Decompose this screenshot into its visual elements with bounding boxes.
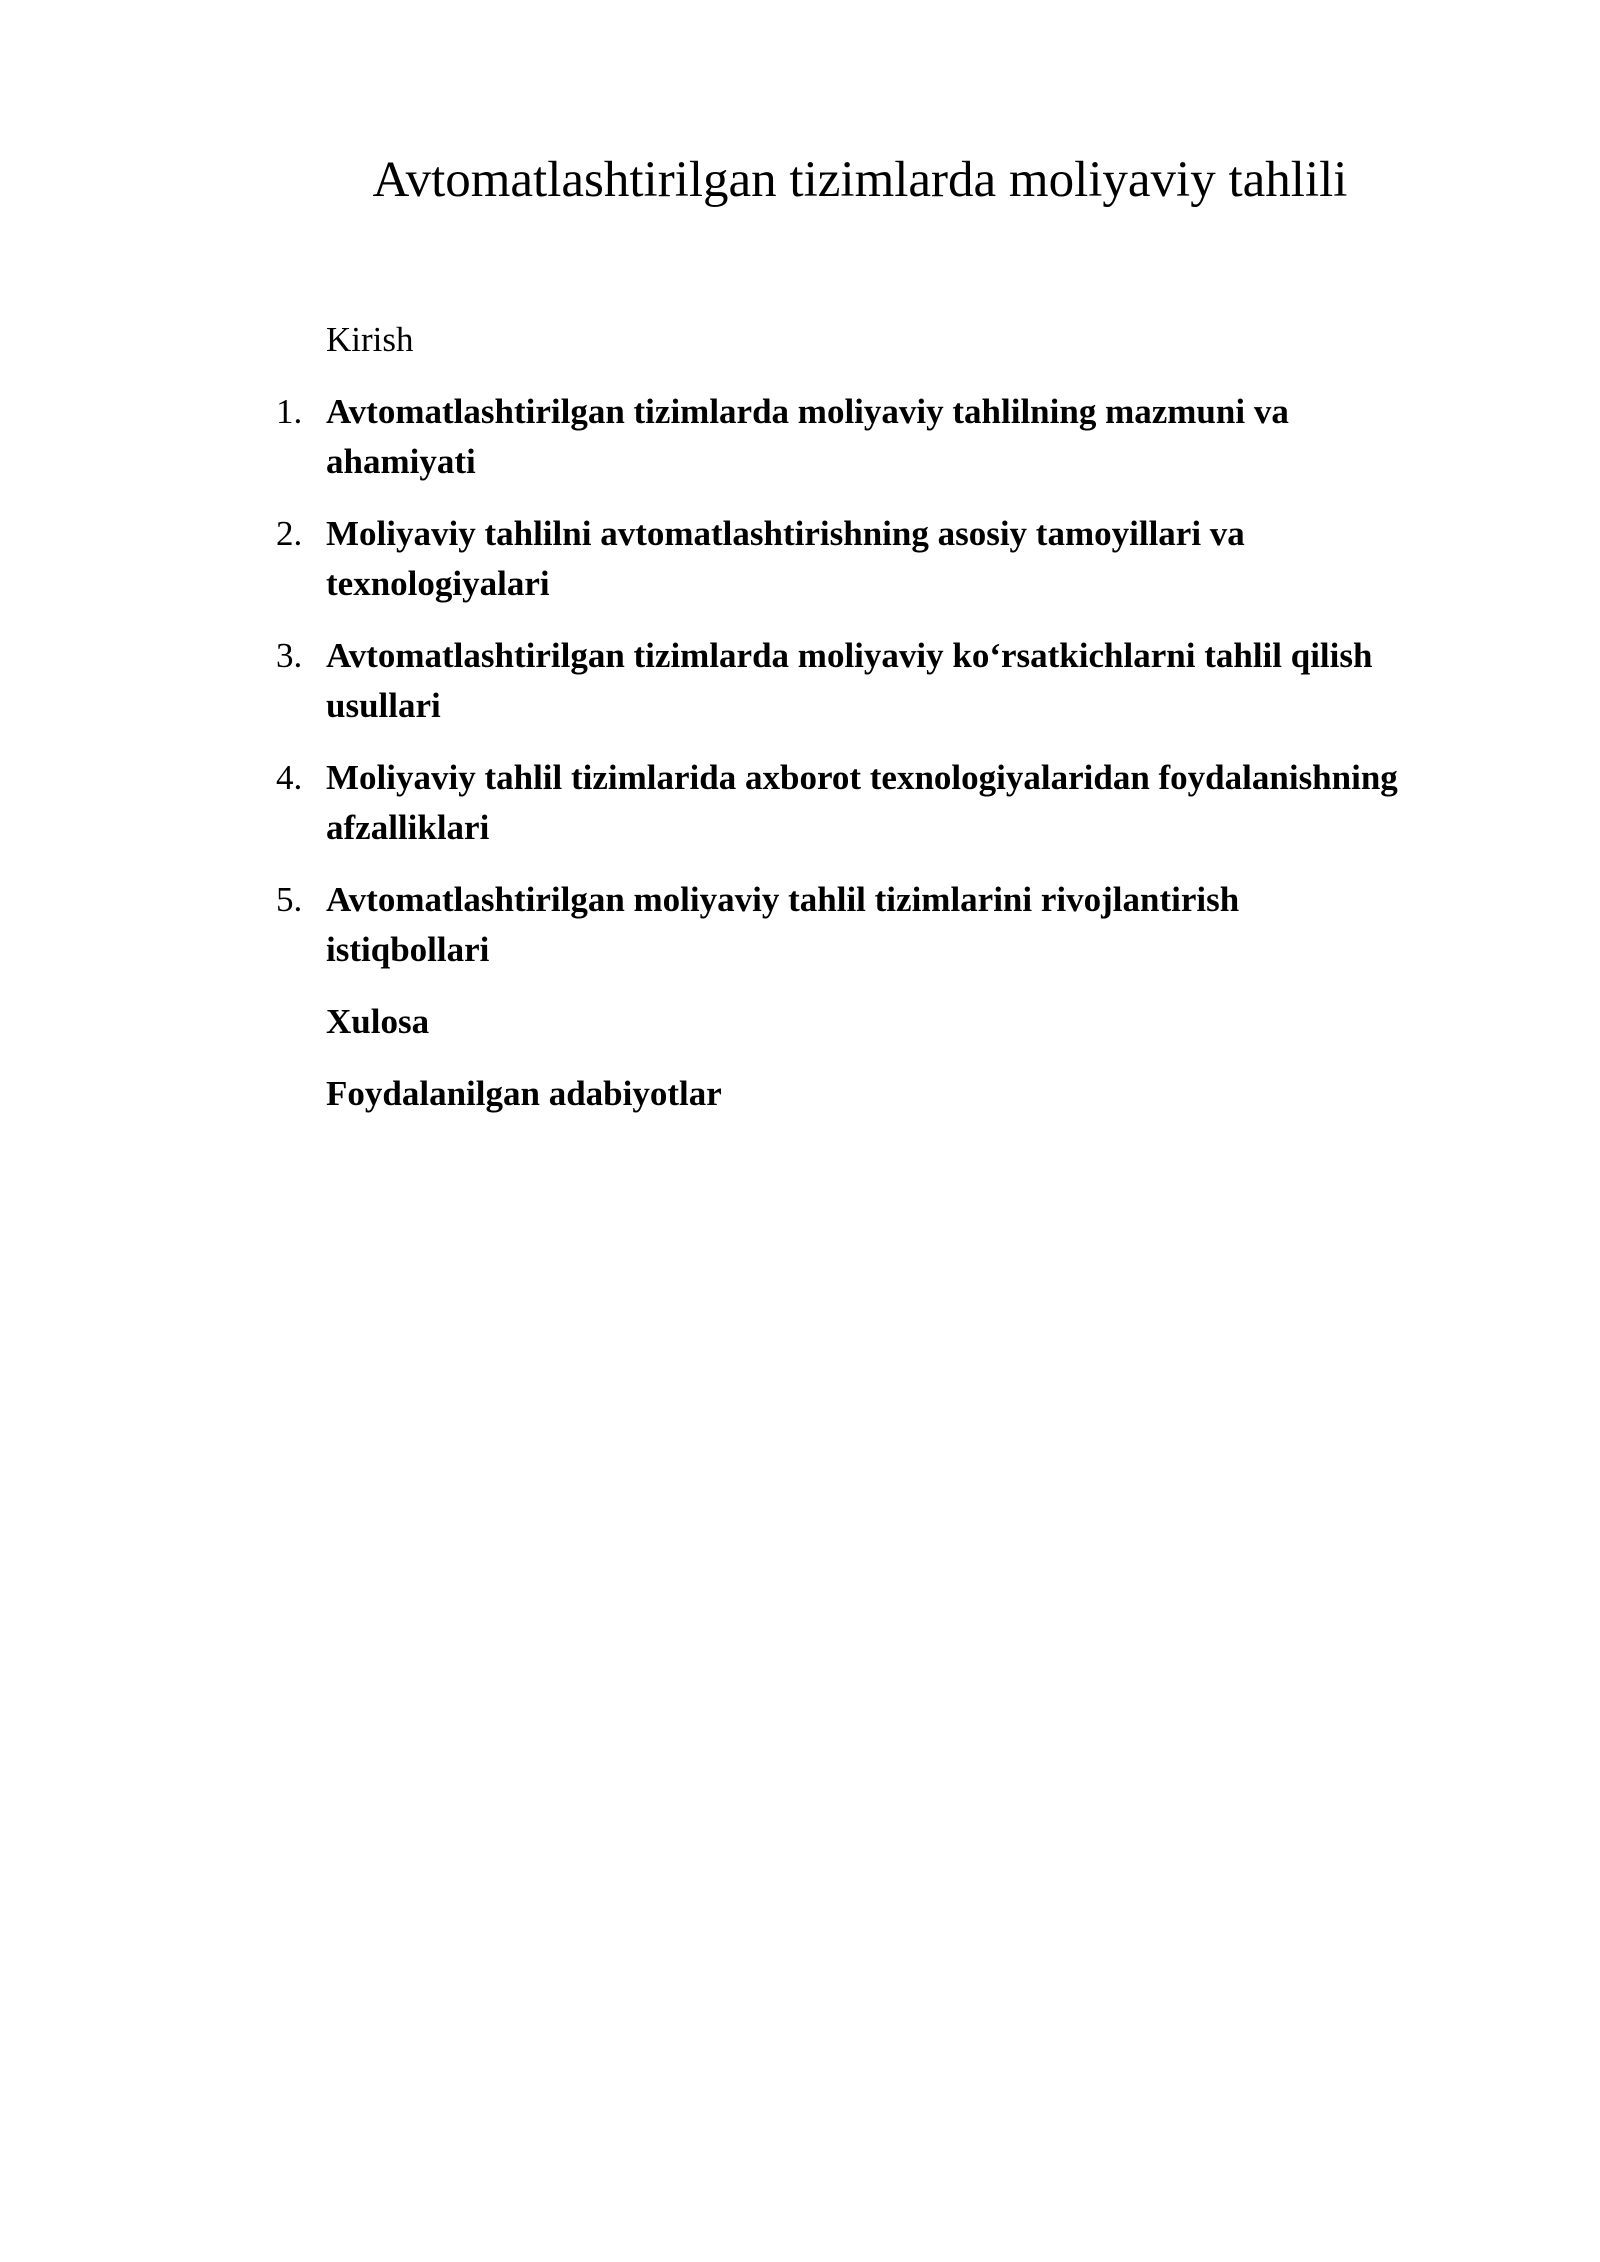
toc-item-title-line: Avtomatlashtirilgan tizimlarda moliyaviy ko‘rsatkichlarni tahlil qilish xyxy=(326,636,1373,675)
toc-conclusion-label: Xulosa xyxy=(326,1002,430,1041)
toc-item-title xyxy=(326,875,1506,975)
document-title: Avtomatlashtirilgan tizimlarda moliyaviy tahlili xyxy=(372,152,1348,208)
toc-item-title-line: istiqbollari xyxy=(326,930,490,969)
toc-item-title xyxy=(326,509,1506,609)
toc-item-title-line: afzalliklari xyxy=(326,808,490,847)
toc-item-title xyxy=(326,753,1506,853)
toc-item-title-line: Avtomatlashtirilgan moliyaviy tahlil tizimlarini rivojlantirish xyxy=(326,880,1240,919)
toc-item-title-line: texnologiyalari xyxy=(326,564,550,603)
toc-item-title-line: Avtomatlashtirilgan tizimlarda moliyaviy tahlilning mazmuni va xyxy=(326,392,1289,431)
toc-item-title xyxy=(326,631,1506,731)
toc-item-title-line: ahamiyati xyxy=(326,442,476,481)
toc-item-number: 2. xyxy=(276,514,303,553)
toc-item-title-line: usullari xyxy=(326,686,441,725)
toc-item-title-line: Moliyaviy tahlilni avtomatlashtirishning asosiy tamoyillari va xyxy=(326,514,1245,553)
toc-item-number: 1. xyxy=(276,392,303,431)
toc-item-number: 3. xyxy=(276,636,303,675)
toc-intro-label: Kirish xyxy=(326,320,414,359)
toc-item-number: 4. xyxy=(276,758,303,797)
toc-item-title xyxy=(326,387,1506,487)
toc-references-label: Foydalanilgan adabiyotlar xyxy=(326,1074,722,1113)
toc-item-number: 5. xyxy=(276,880,303,919)
toc-item-title-line: Moliyaviy tahlil tizimlarida axborot texnologiyalaridan foydalanishning xyxy=(326,758,1398,797)
